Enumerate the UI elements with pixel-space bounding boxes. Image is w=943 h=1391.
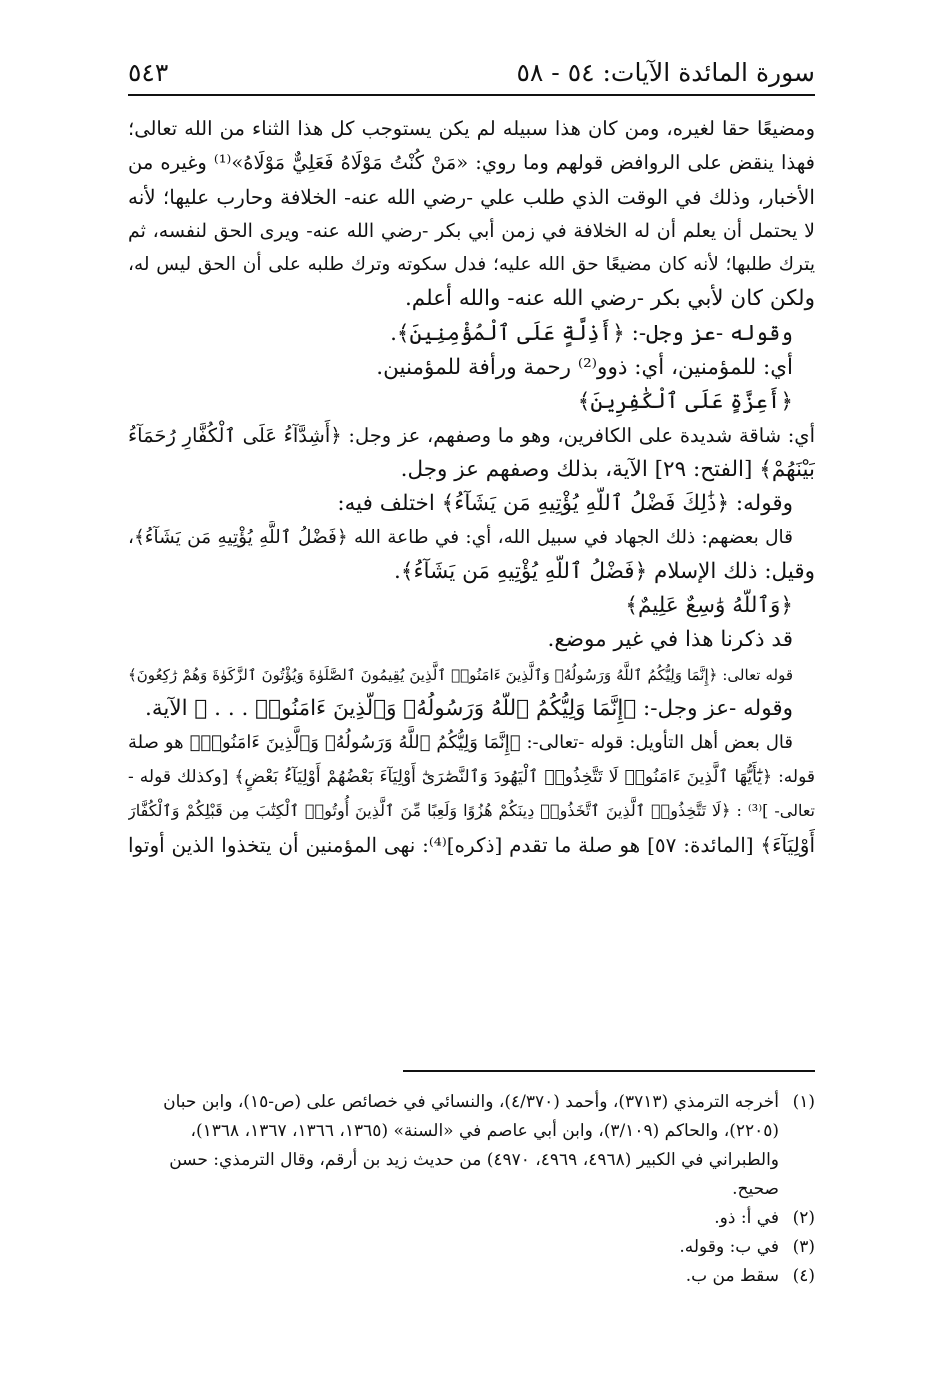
footnote-line: سقط من ب. bbox=[685, 1266, 779, 1286]
text-line: الأخبار، وذلك في الوقت الذي طلب علي -رضي الله عنه- الخلافة وحارب عليها؛ لأنه bbox=[128, 185, 815, 210]
footnote-rule bbox=[403, 1070, 815, 1072]
footnote-line: صحيح. bbox=[732, 1179, 779, 1199]
footnote-number: (١) bbox=[792, 1092, 815, 1112]
text-line: ومضيعًا حقا لغيره، ومن كان هذا سبيله لم يكن يستوجب كل هذا الثناء من الله تعالى؛ bbox=[128, 117, 815, 140]
footnote-3 bbox=[128, 1233, 815, 1262]
text-line: قد ذكرنا هذا في غير موضع. bbox=[547, 627, 793, 653]
footnote-text bbox=[128, 1262, 779, 1291]
footnote-line: في ب: وقوله. bbox=[679, 1237, 779, 1257]
footnote-line: والطبراني في الكبير (٤٩٦٨، ٤٩٦٩، ٤٩٧٠) من حديث زيد بن أرقم، وقال الترمذي: حسن bbox=[169, 1150, 779, 1170]
text-line: وقوله -عز وجل-: ﴿أَذِلَّةٍ عَلَى ٱلْمُؤْمِنِينَ﴾. bbox=[390, 320, 793, 346]
text-line: بَيْنَهُمْ﴾ [الفتح: ٢٩] الآية، بذلك وصفهم عز وجل. bbox=[400, 456, 815, 482]
footnote-2 bbox=[128, 1204, 815, 1233]
text-line: قوله تعالى: ﴿إِنَّمَا وَلِيُّكُمُ ٱللَّهُ وَرَسُولُهُۥ وَٱلَّذِينَ ءَامَنُوا۟ ٱلَّذِينَ يُقِيمُونَ ٱلصَّلَوٰةَ وَيُؤْتُونَ ٱلزَّكَوٰةَ وَهُمْ رَٰكِعُونَ﴾ bbox=[128, 665, 793, 684]
header-rule bbox=[128, 94, 815, 96]
text-line: يترك طلبها؛ لأنه كان مضيعًا حق الله عليه؛ فدل سكوته وترك طلبه على أن الحق ليس له، bbox=[128, 254, 815, 276]
text-line: وقيل: ذلك الإسلام ﴿فَضْلُ ٱللَّهِ يُؤْتِيهِ مَن يَشَآءُ﴾. bbox=[394, 559, 815, 585]
footnote-line: أخرجه الترمذي (٣٧١٣)، وأحمد (٤/٣٧٠)، والنسائي في خصائص على (ص-١٥)، وابن حبان bbox=[163, 1092, 779, 1112]
text-line: قال بعضهم: ذلك الجهاد في سبيل الله، أي: في طاعة الله ﴿فَضْلُ ٱللَّهِ يُؤْتِيهِ مَن يَشَآءُ﴾، bbox=[128, 527, 793, 549]
footnote-line: في أ: ذو. bbox=[714, 1208, 779, 1228]
footnotes bbox=[128, 1088, 815, 1291]
text-line: وقوله -عز وجل-: ﴿إِنَّمَا وَلِيُّكُمُ ٱللَّهُ وَرَسُولُهُۥ وَٱلَّذِينَ ءَامَنُوا۟ . . . ﴾ الآية. bbox=[145, 695, 793, 721]
footnote-1 bbox=[128, 1088, 815, 1204]
footnote-number: (٤) bbox=[792, 1266, 815, 1286]
text-line: تعالى- ]⁽³⁾ : ﴿لَا تَتَّخِذُوا۟ ٱلَّذِينَ ٱتَّخَذُوا۟ دِينَكُمْ هُزُوًا وَلَعِبًا مِّنَ ٱلَّذِينَ أُوتُوا۟ ٱلْكِتَٰبَ مِن قَبْلِكُمْ وَٱلْكُفَّارَ bbox=[128, 800, 815, 820]
quran-verse-line: ﴿وَٱللَّهُ وَٰسِعٌ عَلِيمٌ﴾ bbox=[625, 593, 793, 619]
text-line: أي: شاقة شديدة على الكافرين، وهو ما وصفهم، عز وجل: ﴿أَشِدَّآءُ عَلَى ٱلْكُفَّارِ رُحَمَآءُ bbox=[128, 423, 815, 447]
text-line: أَوْلِيَآءَ﴾ [المائدة: ٥٧] هو صلة ما تقدم [ذكره]⁽⁴⁾: نهى المؤمنين أن يتخذوا الذين أوتوا bbox=[128, 832, 815, 857]
footnote-line: (٢٢٠٥)، والحاكم (٣/١٠٩)، وابن أبي عاصم في «السنة» (١٣٦٥، ١٣٦٦، ١٣٦٧، ١٣٦٨)، bbox=[190, 1121, 779, 1141]
footnote-text bbox=[128, 1088, 779, 1204]
text-line: أي: للمؤمنين، أي: ذوو⁽²⁾ رحمة ورأفة للمؤمنين. bbox=[376, 354, 793, 380]
text-line: لا يحتمل أن يعلم أن له الخلافة في زمن أبي بكر -رضي الله عنه- ويرى الحق لنفسه، ثم bbox=[128, 220, 815, 243]
page-number: ٥٤٣ bbox=[128, 57, 169, 87]
text-line: وقوله: ﴿ذَٰلِكَ فَضْلُ ٱللَّهِ يُؤْتِيهِ مَن يَشَآءُ﴾ اختلف فيه: bbox=[337, 491, 793, 517]
text-line: فهذا ينقض على الروافض قولهم وما روي: «مَنْ كُنْتُ مَوْلَاهُ فَعَلِيٌّ مَوْلَاهُ»⁽¹⁾ وغيره من bbox=[128, 151, 815, 175]
main-text bbox=[128, 112, 815, 862]
running-head bbox=[128, 52, 815, 92]
footnote-number: (٣) bbox=[792, 1237, 815, 1257]
footnote-text bbox=[128, 1204, 779, 1233]
footnote-text bbox=[128, 1233, 779, 1262]
quran-verse-line: ﴿أَعِزَّةٍ عَلَى ٱلْكَٰفِرِينَ﴾ bbox=[577, 388, 793, 414]
text-line: ولكن كان لأبي بكر -رضي الله عنه- والله أعلم. bbox=[404, 286, 815, 312]
text-line: قال بعض أهل التأويل: قوله -تعالى-: ﴿إِنَّمَا وَلِيُّكُمُ ٱللَّهُ وَرَسُولُهُۥ وَٱلَّذِينَ ءَامَنُوا۟﴾ هو صلة bbox=[128, 731, 793, 753]
footnote-number: (٢) bbox=[792, 1208, 815, 1228]
footnote-4 bbox=[128, 1262, 815, 1291]
text-line: قوله: ﴿يَٰٓأَيُّهَا ٱلَّذِينَ ءَامَنُوا۟ لَا تَتَّخِذُوا۟ ٱلْيَهُودَ وَٱلنَّصَٰرَىٰٓ أَوْلِيَآءَ بَعْضُهُمْ أَوْلِيَآءُ بَعْضٍ﴾ [وكذلك قوله - bbox=[128, 766, 815, 787]
chapter-title: سورة المائدة الآيات: ٥٤ - ٥٨ bbox=[516, 57, 815, 87]
